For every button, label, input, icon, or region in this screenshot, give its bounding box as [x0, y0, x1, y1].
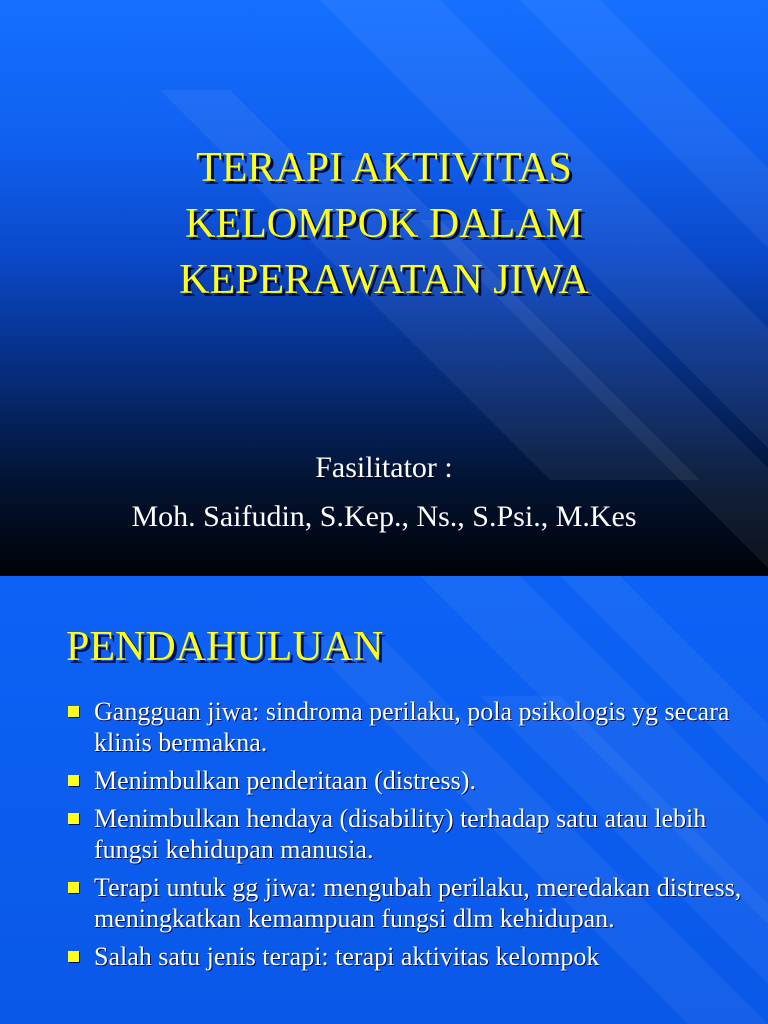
bullet-text: Menimbulkan penderitaan (distress). [94, 766, 476, 795]
square-bullet-icon [68, 951, 79, 962]
list-item [66, 765, 756, 796]
square-bullet-icon [68, 706, 79, 717]
bullet-text: Gangguan jiwa: sindroma perilaku, pola psikologis yg secara klinis bermakna. [94, 697, 730, 757]
list-item [66, 941, 756, 972]
list-item [66, 872, 756, 934]
title-line-3: KEPERAWATAN JIWA [179, 257, 589, 303]
title-line-2: KELOMPOK DALAM [185, 201, 583, 247]
bullet-text: Terapi untuk gg jiwa: mengubah perilaku, meredakan distress, meningkatkan kemampuan fungsi dlm kehidupan. [94, 873, 742, 933]
square-bullet-icon [68, 882, 79, 893]
title-line-1: TERAPI AKTIVITAS [196, 145, 572, 191]
bullet-text: Salah satu jenis terapi: terapi aktivitas kelompok [94, 942, 600, 971]
facilitator-label: Fasilitator : [315, 451, 453, 484]
bullet-text: Menimbulkan hendaya (disability) terhadap satu atau lebih fungsi kehidupan manusia. [94, 804, 707, 864]
square-bullet-icon [68, 775, 79, 786]
facilitator-name: Moh. Saifudin, S.Kep., Ns., S.Psi., M.Kes [131, 500, 637, 533]
bullet-list [66, 696, 756, 979]
list-item [66, 803, 756, 865]
list-item [66, 696, 756, 758]
slide-title [0, 140, 768, 308]
square-bullet-icon [68, 813, 79, 824]
section-heading: PENDAHULUAN [66, 624, 384, 670]
